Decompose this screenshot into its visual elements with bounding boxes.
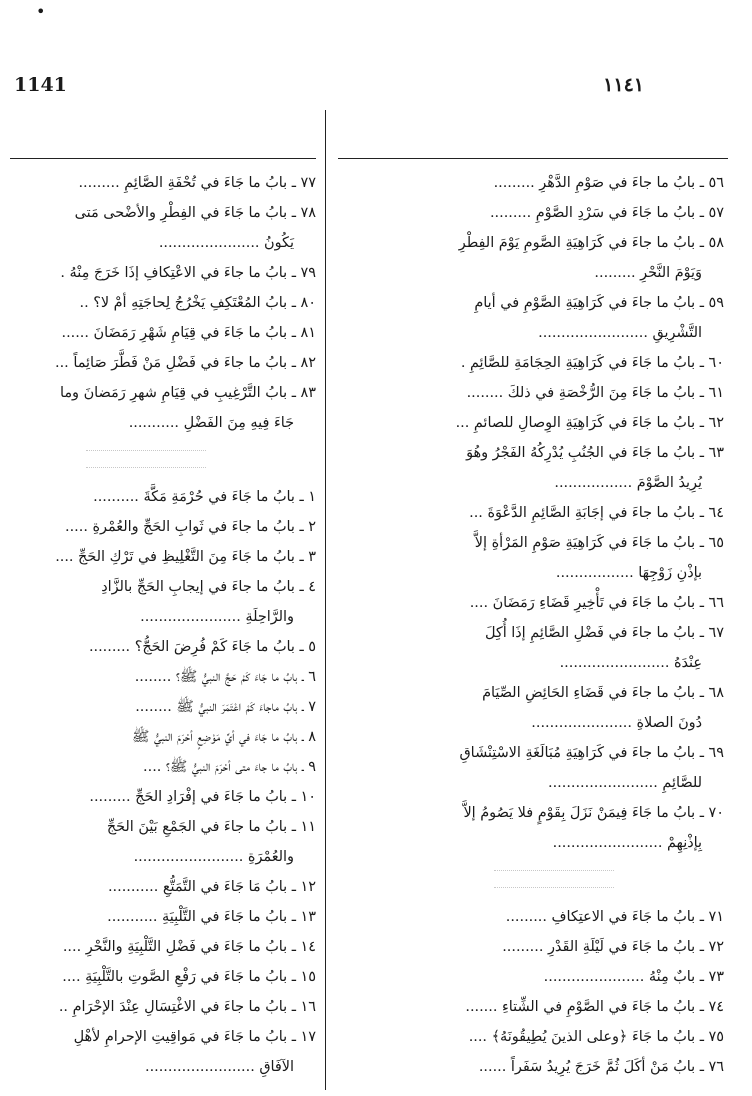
toc-entry-continuation: بإذْنِ زَوْجِهَا .................	[555, 565, 702, 581]
toc-entry-continuation: التَّشْرِيقِ ........................	[538, 325, 702, 341]
toc-entry[interactable]	[10, 722, 316, 752]
toc-entry-title: ٧٤ ـ بابُ ما جَاءَ في الصَّوْمِ في الشِّتاءِ .......	[465, 999, 724, 1015]
page-number-arabic: ١١٤١	[603, 74, 644, 96]
toc-entry[interactable]	[336, 588, 724, 618]
toc-entry-title: ٣ ـ بابُ ما جَاءَ مِنَ التَّغْلِيظِ في تَرْكِ الحَجِّ ....	[55, 549, 316, 565]
toc-entry[interactable]	[336, 992, 724, 1022]
toc-entry-title: ٧٩ ـ بابُ ما جاءَ في الاعْتِكافِ إذَا خَرَجَ مِنْهُ .	[60, 265, 316, 281]
toc-entry-title: ١٤ ـ بابُ ما جَاءَ في فَضْلِ التَّلْبِيَةِ والنَّحْرِ ....	[62, 939, 316, 955]
toc-entry-title: ٦٥ ـ بابُ ما جَاءَ في كَرَاهِيَةِ صَوْمِ المَرْأةِ إلاَّ	[474, 535, 724, 551]
toc-entry[interactable]	[336, 798, 724, 858]
toc-entry-title: ١٥ ـ بابُ ما جَاءَ في رَفْعِ الصَّوتِ بالتَّلْبِيَةِ ....	[62, 969, 316, 985]
toc-entry-title: ٧٦ ـ بابُ مَنْ أكَلَ ثُمَّ خَرَجَ يُرِيدُ سَفَراً ......	[478, 1059, 724, 1075]
toc-entry-title: ٨٢ ـ بابُ ما جاءَ في فَضْلِ مَنْ فَطَّرَ صَائِماً ...	[55, 355, 316, 371]
toc-entry-title: ٥٨ ـ بابُ ما جاءَ في كَرَاهِيَةِ الصَّومِ يَوْمَ الفِطْرِ	[458, 235, 724, 251]
toc-entry-title: ١٧ ـ بابُ ما جَاءَ في مَواقِيتِ الإحرامِ لأهْلِ	[73, 1029, 316, 1045]
toc-entry-title: ١١ ـ بابُ ما جاءَ في الجَمْعِ بَيْنَ الحَجِّ	[106, 819, 316, 835]
toc-entry[interactable]	[10, 992, 316, 1022]
toc-entry-title: ٦٤ ـ بابُ ما جاءَ في إجَابَةِ الصَّائِمِ الدَّعْوَةَ ...	[469, 505, 724, 521]
toc-entry-title: ١٠ ـ بابُ ما جَاءَ في إفْرَادِ الحَجِّ .........	[89, 789, 316, 805]
toc-entry[interactable]	[336, 348, 724, 378]
toc-entry[interactable]	[336, 678, 724, 738]
toc-entry-continuation: والرَّاحِلَةِ ......................	[140, 609, 294, 625]
left-column-rule	[10, 158, 316, 159]
toc-entry-continuation: يُرِيدُ الصَّوْمَ .................	[554, 475, 702, 491]
toc-entry-title: ١٣ ـ بابُ ما جَاءَ في التَّلْبِيَةِ ...........	[107, 909, 316, 925]
toc-entry-title: ٧١ ـ بابُ ما جَاءَ في الاعتِكافِ .........	[505, 909, 724, 925]
toc-entry[interactable]	[336, 228, 724, 288]
toc-entry-title: ٦٧ ـ بابُ ما جاءَ في فَضْلِ الصَّائِمِ إذَا أُكِلَ	[484, 625, 724, 641]
toc-entry-continuation: بِإذْنِهِمْ ........................	[552, 835, 702, 851]
toc-entry[interactable]	[10, 812, 316, 872]
toc-entry[interactable]	[10, 198, 316, 258]
toc-entry[interactable]	[10, 872, 316, 902]
toc-entry-title: ٧ ـ بابُ ماجاءَ كَمْ اعْتَمَرَ النبيُّ ﷺ ........	[135, 699, 316, 715]
toc-entry[interactable]	[336, 528, 724, 588]
toc-entry-title: ٤ ـ بابُ ما جاءَ في إيجابِ الحَجِّ بالزَّادِ	[101, 579, 316, 595]
toc-entry[interactable]	[10, 512, 316, 542]
toc-entry-continuation: للصَّائِمِ ........................	[548, 775, 702, 791]
toc-entry-title: ٧٣ ـ بابٌ مِنْهُ ......................	[543, 969, 724, 985]
toc-entry-continuation: يَكُونُ ......................	[158, 235, 294, 251]
toc-entry-continuation: الآفَاقِ ........................	[145, 1059, 294, 1075]
toc-entry-title: ٥٧ ـ بابُ ما جَاءَ في سَرْدِ الصَّوْمِ .........	[489, 205, 724, 221]
toc-entry[interactable]	[336, 378, 724, 408]
right-column-rule	[338, 158, 728, 159]
toc-entry-continuation: جَاءَ فِيهِ مِنَ الفَضْلِ ...........	[128, 415, 294, 431]
toc-entry[interactable]	[336, 408, 724, 438]
toc-entry[interactable]	[10, 782, 316, 812]
toc-entry[interactable]	[336, 168, 724, 198]
toc-entry-title: ٨ ـ بابُ ما جَاءَ في أيِّ مَوْضِعٍ أحْرَمَ النبيُّ ﷺ	[132, 729, 316, 745]
toc-entry-continuation: والعُمْرَةِ ........................	[133, 849, 294, 865]
toc-entry[interactable]	[10, 542, 316, 572]
toc-entry[interactable]	[10, 902, 316, 932]
toc-entry[interactable]	[336, 618, 724, 678]
toc-entry[interactable]	[336, 438, 724, 498]
toc-entry-title: ٦٦ ـ بابُ ما جَاءَ في تَأْخِيرِ قَضَاءِ رَمَضَانَ ....	[469, 595, 724, 611]
section-divider	[336, 858, 724, 902]
column-divider	[325, 110, 326, 1090]
toc-right-column	[336, 168, 724, 1082]
toc-entry[interactable]	[10, 318, 316, 348]
toc-entry[interactable]	[336, 498, 724, 528]
section-divider	[10, 438, 316, 482]
toc-entry[interactable]	[10, 1022, 316, 1082]
toc-entry[interactable]	[10, 378, 316, 438]
toc-entry[interactable]	[336, 738, 724, 798]
toc-entry-title: ٨٠ ـ بابُ المُعْتَكِفِ يَخْرُجُ لِحاجَتِهِ أمْ لا؟ ..	[79, 295, 316, 311]
toc-entry-title: ٨٣ ـ بابُ التَّرْغِيبِ في قِيَامِ شهرِ رَمَضانَ وما	[59, 385, 316, 401]
toc-entry[interactable]	[10, 632, 316, 662]
ink-dot: •	[36, 2, 46, 21]
toc-entry[interactable]	[10, 482, 316, 512]
toc-entry-title: ٧٢ ـ بابُ ما جَاءَ في لَيْلَةِ القَدْرِ .........	[502, 939, 724, 955]
toc-entry[interactable]	[336, 962, 724, 992]
toc-entry-title: ٦ ـ بابُ ما جَاءَ كَمْ حَجَّ النبيُّ ﷺ؟ ........	[134, 669, 316, 685]
page-number-latin: 1141	[14, 74, 67, 96]
toc-entry-title: ٨١ ـ بابُ ما جَاءَ في قِيَامِ شَهْرِ رَمَضَانَ ......	[61, 325, 316, 341]
toc-entry-title: ١ ـ بابُ ما جَاءَ في حُرْمَةِ مَكَّةَ ..........	[93, 489, 316, 505]
toc-entry[interactable]	[336, 198, 724, 228]
toc-entry-title: ٧٨ ـ بابُ ما جَاءَ في الفِطْرِ والأضْحى مَتى	[74, 205, 316, 221]
toc-entry[interactable]	[10, 258, 316, 288]
toc-entry[interactable]	[10, 288, 316, 318]
toc-entry[interactable]	[10, 752, 316, 782]
toc-entry-title: ٥ ـ بابُ ما جَاءَ كَمْ فُرِضَ الحَجُّ؟ .........	[88, 639, 316, 655]
toc-left-column	[10, 168, 316, 1082]
toc-entry-title: ٧٠ ـ بابُ ما جَاءَ فِيمَنْ نَزَلَ بِقَوْمٍ فلا يَصُومُ إلاَّ	[463, 805, 724, 821]
toc-entry-title: ٥٩ ـ بابُ ما جاءَ في كَرَاهِيَةِ الصَّوْمِ في أيامِ	[474, 295, 724, 311]
toc-entry-title: ٧٥ ـ بابُ ما جَاءَ ﴿وعلى الذينَ يُطِيقُونَهُ﴾ ....	[468, 1029, 724, 1045]
toc-entry-title: ١٦ ـ بابُ ما جاءَ في الاغْتِسَالِ عِنْدَ الإحْرَامِ ..	[58, 999, 316, 1015]
toc-entry[interactable]	[10, 572, 316, 632]
faded-section-title	[86, 450, 206, 468]
toc-entry[interactable]	[10, 692, 316, 722]
toc-entry[interactable]	[336, 1022, 724, 1052]
toc-entry[interactable]	[10, 348, 316, 378]
toc-entry-continuation: عِنْدَهُ ........................	[559, 655, 702, 671]
toc-entry-title: ١٢ ـ بابُ مَا جَاءَ في التَّمَتُّعِ ...........	[107, 879, 316, 895]
toc-entry[interactable]	[10, 662, 316, 692]
toc-entry-title: ٥٦ ـ بابُ ما جاءَ في صَوْمِ الدَّهْرِ .........	[493, 175, 724, 191]
toc-entry[interactable]	[10, 962, 316, 992]
toc-entry[interactable]	[336, 902, 724, 932]
toc-entry-continuation: وَيَوْمَ النَّحْرِ .........	[594, 265, 702, 281]
toc-entry-continuation: دُونَ الصلاةِ ......................	[531, 715, 702, 731]
toc-entry[interactable]	[336, 932, 724, 962]
toc-entry[interactable]	[336, 1052, 724, 1082]
toc-entry[interactable]	[336, 288, 724, 348]
toc-entry-title: ٦٩ ـ بابُ ما جاءَ في كَرَاهِيَةِ مُبَالَغَةِ الاسْتِنْشَاقِ	[459, 745, 724, 761]
toc-entry[interactable]	[10, 932, 316, 962]
toc-entry-title: ٢ ـ بابُ ما جاءَ في ثَوابِ الحَجِّ والعُمْرةِ .....	[65, 519, 316, 535]
faded-section-title	[494, 870, 614, 888]
toc-entry-title: ٦١ ـ بابُ ما جَاءَ مِنَ الرُّخْصَةِ في ذلكَ ........	[466, 385, 724, 401]
toc-entry-title: ٦٨ ـ بابُ ما جاءَ في قَضَاءِ الحَائِضِ الصِّيَامَ	[482, 685, 724, 701]
toc-entry-title: ٦٢ ـ بابُ ما جَاءَ في كَرَاهِيَةِ الوِصالِ للصائمِ ...	[455, 415, 724, 431]
toc-entry-title: ٦٣ ـ بابُ ما جَاءَ في الجُنُبِ يُدْرِكُهُ الفَجْرُ وهُوَ	[466, 445, 724, 461]
toc-entry[interactable]	[10, 168, 316, 198]
toc-entry-title: ٦٠ ـ بابُ ما جَاءَ في كَرَاهِيَةِ الحِجَامَةِ للصَّائِمِ .	[460, 355, 724, 371]
toc-entry-title: ٩ ـ بابُ ما جاءَ متى أحْرَمَ النبيُّ ﷺ؟ ....	[143, 759, 316, 775]
toc-entry-title: ٧٧ ـ بابُ ما جَاءَ في تُحْفَةِ الصَّائِمِ .........	[78, 175, 316, 191]
